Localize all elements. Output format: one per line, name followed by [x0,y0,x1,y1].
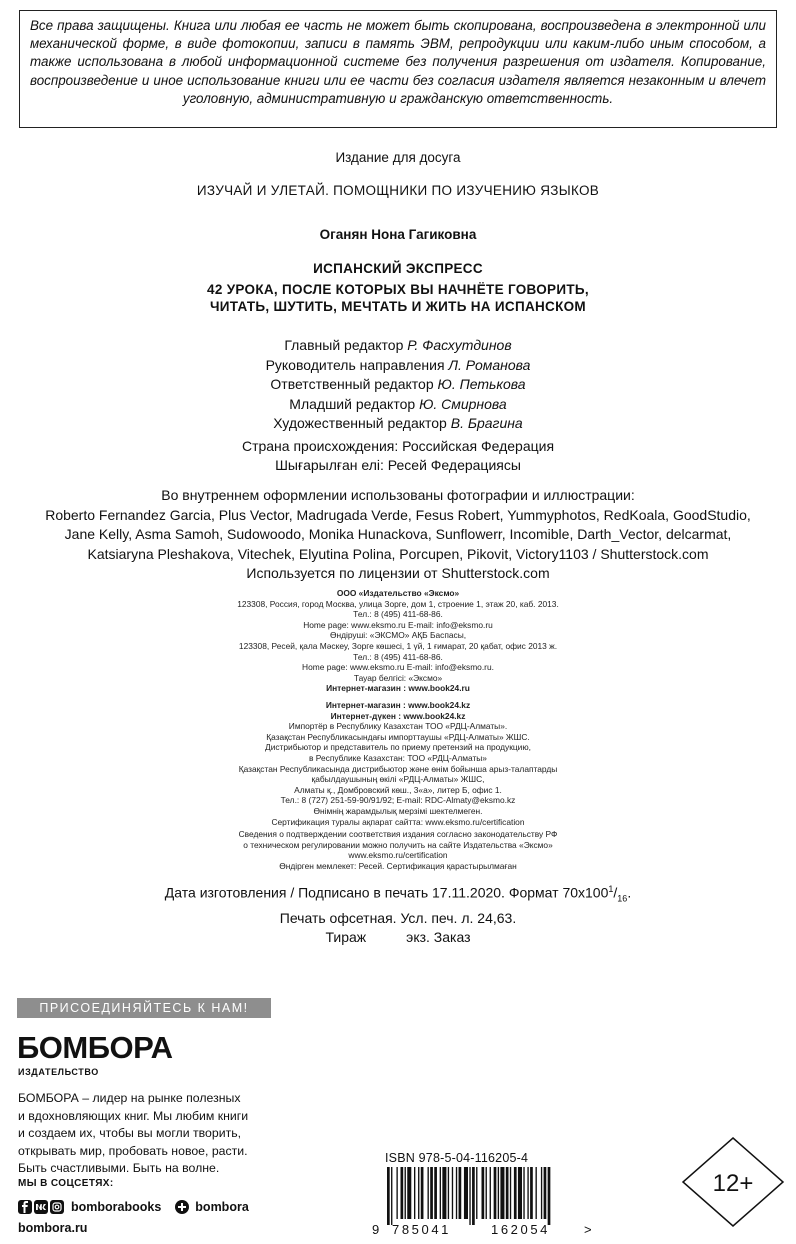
kazakhstan-info: Интернет-магазин : www.book24.kz Интернет-дүкен : www.book24.kz Импортёр в Республику Казахстан ТОО «РДЦ-Алматы». Қазақстан Республикасындағы импорттаушы «РДЦ-Алматы» ЖШС. Дистрибьютор и представитель по приему претензий на продукцию, в Республике Казахстан: ТОО «РДЦ-Алматы» Қазақстан Республикасында дистрибьютор және өнім бойынша арыз-талаптарды қабылдаушының өкілі «РДЦ-Алматы» ЖШС, Алматы қ., Домбровский көш., 3«а», литер Б, офис 1. Тел.: 8 (727) 251-59-90/91/92; E-mail: RDC-Almaty@eksmo.kz Өнімнің жарамдылық мерзімі шектелмеген. Сертификация туралы ақпарат сайтта: www.eksmo.ru/certification [238,700,558,827]
barcode-bar [452,1167,453,1219]
barcode-arrow: > [584,1222,592,1237]
barcode-bar [500,1167,504,1219]
barcode-bar [514,1167,517,1219]
barcode-bar [407,1167,411,1219]
publisher-info: ООО «Издательство «Эксмо» 123308, Россия, город Москва, улица Зорге, дом 1, строение 1, этаж 20, каб. 2013. Тел.: 8 (495) 411-68-86. Home page: www.eksmo.ru E-mail: info@eksmo.ru Өндіруші: «ЭКСМО» АҚБ Баспасы, 123308, Ресей, қала Мәскеу, Зорге көшесі, 1 үй, 1 ғимарат, 20 қабат, офис 2013 ж. Тел.: 8 (495) 411-68-86. Home page: www.eksmo.ru E-mail: info@eksmo.ru. Тауар белгісі: «Эксмо» Интернет-магазин : www.book24.ru [237,588,559,694]
barcode-bar [418,1167,419,1219]
instagram-icon[interactable] [50,1200,64,1214]
barcode-bar [396,1167,397,1219]
barcode-bar [405,1167,406,1219]
editor-line: Ответственный редактор Ю. Петькова [270,376,526,392]
print-info: Дата изготовления / Подписано в печать 17.11.2020. Формат $70x100^1/_{16}$. Печать офсетная. Усл. печ. л. 24,63. Тираж экз. Заказ [164,884,632,946]
plus-icon[interactable] [175,1200,189,1214]
barcode-bar [469,1167,470,1225]
barcode-bar [544,1167,547,1219]
barcode-bar [442,1167,446,1219]
book-subtitle-line1: 42 УРОКА, ПОСЛЕ КОТОРЫХ ВЫ НАЧНЁТЕ ГОВОРИТЬ, [207,282,589,297]
barcode-bar [498,1167,499,1219]
barcode-bar [387,1167,390,1225]
join-us-banner: ПРИСОЕДИНЯЙТЕСЬ К НАМ! [17,998,271,1018]
book-title: ИСПАНСКИЙ ЭКСПРЕСС [313,261,483,276]
barcode-bar [506,1167,509,1219]
barcode-bar [490,1167,491,1219]
social-handle-secondary[interactable]: bombora [195,1200,249,1214]
editor-line: Младший редактор Ю. Смирнова [289,395,507,412]
barcode-bar [464,1167,468,1219]
barcode-bar [472,1167,475,1225]
social-title: МЫ В СОЦСЕТЯХ: [18,1178,114,1189]
barcode-bar [391,1167,392,1225]
isbn-number: ISBN 978-5-04-116205-4 [385,1151,529,1165]
barcode-bar [536,1167,537,1219]
origin-ru: Страна происхождения: Российская Федерация [241,438,555,454]
barcode-bar [440,1167,441,1219]
barcode-image [373,1167,591,1225]
book-subtitle-line2: ЧИТАТЬ, ШУТИТЬ, МЕЧТАТЬ И ЖИТЬ НА ИСПАНСКОМ [210,299,586,314]
origin-kz: Шығарылған елі: Ресей Федерациясы [275,457,521,473]
barcode-bar [401,1167,404,1219]
barcode-bar [482,1167,485,1219]
barcode-digits-left: 785041 [392,1222,451,1237]
editor-line: Руководитель направления Л. Романова [265,356,531,373]
barcode-bar [523,1167,524,1219]
social-links [18,1198,249,1216]
barcode-bar [459,1167,462,1219]
logo-subtitle: ИЗДАТЕЛЬСТВО [18,1067,99,1077]
editor-line: Главный редактор Р. Фасхутдинов [284,337,512,353]
bombora-logo: БОМБОРА [17,1030,173,1065]
edition-type: Издание для досуга [335,150,461,165]
barcode-bar [428,1167,429,1219]
barcode-bar [518,1167,522,1219]
age-rating-text: 12+ [712,1170,754,1197]
social-handle-main[interactable]: bomborabooks [71,1200,162,1214]
barcode-digits-right: 162054 [491,1222,550,1237]
barcode-bar [456,1167,457,1219]
barcode-bar [421,1167,424,1219]
certification-info: Сведения о подтверждении соответствия издания согласно законодательству РФ о техническом регулировании можно получить на сайте Издательства «Эксмо» www.eksmo.ru/certification Өндірген мемлекет: Ресей. Сертификация қарастырылмаған [238,829,558,871]
facebook-icon[interactable] [18,1200,32,1214]
barcode-bar [434,1167,437,1219]
barcode-bar [486,1167,487,1219]
barcode-bar [476,1167,477,1219]
age-rating-badge [681,1136,785,1228]
series-title: ИЗУЧАЙ И УЛЕТАЙ. ПОМОЩНИКИ ПО ИЗУЧЕНИЮ ЯЗЫКОВ [196,183,600,198]
copyright-notice: Все права защищены. Книга или любая ее часть не может быть скопирована, воспроизведена в электронной или механической форме, в виде фотокопии, записи в память ЭВМ, репродукции или каким-либо иным способом, а также использована в любой информационной системе без получения разрешения от издателя. Копирование, воспроизведение и иное использование книги или ее части без согласия издателя является незаконным и влечет уголовную, административную и гражданскую ответственность. [19,10,777,128]
barcode-digit-first: 9 [372,1222,380,1237]
website-link[interactable]: bombora.ru [18,1221,88,1235]
barcode-bar [494,1167,497,1219]
publisher-description: БОМБОРА – лидер на рынке полезных и вдохновляющих книг. Мы любим книги и создаем их, чтобы вы могли творить, открывать мир, пробовать новое, расти. Быть счастливыми. Быть на волне. [18,1091,249,1176]
editor-line: Художественный редактор В. Брагина [273,415,523,431]
barcode-bar [548,1167,551,1225]
illustrations-credits: Во внутреннем оформлении использованы фотографии и иллюстрации: Roberto Fernandez Garcia, Plus Vector, Madrugada Verde, Fesus Robert, Yummyphotos, RedKoala, GoodStudio, Jane Kelly, Asma Samoh, Sudowoodo, Monika Hunackova, Sunflowerr, Incomible, Darth_Vector, delcarmat, Katsiaryna Pleshakova, Vitechek, Elyutina Polina, Porcupen, Pikovit, Victory1103 / Shutterstock.com Используется по лицензии от Shutterstock.com [45,487,751,582]
barcode-bar [510,1167,511,1219]
barcode-bar [541,1167,542,1219]
author-name: Оганян Нона Гагиковна [319,227,477,242]
barcode-bar [448,1167,449,1219]
barcode-bar [527,1167,528,1219]
barcode-bar [530,1167,533,1219]
barcode-bar [430,1167,433,1219]
editors-list [0,336,796,434]
vk-icon[interactable] [34,1200,48,1214]
barcode-bar [414,1167,415,1219]
